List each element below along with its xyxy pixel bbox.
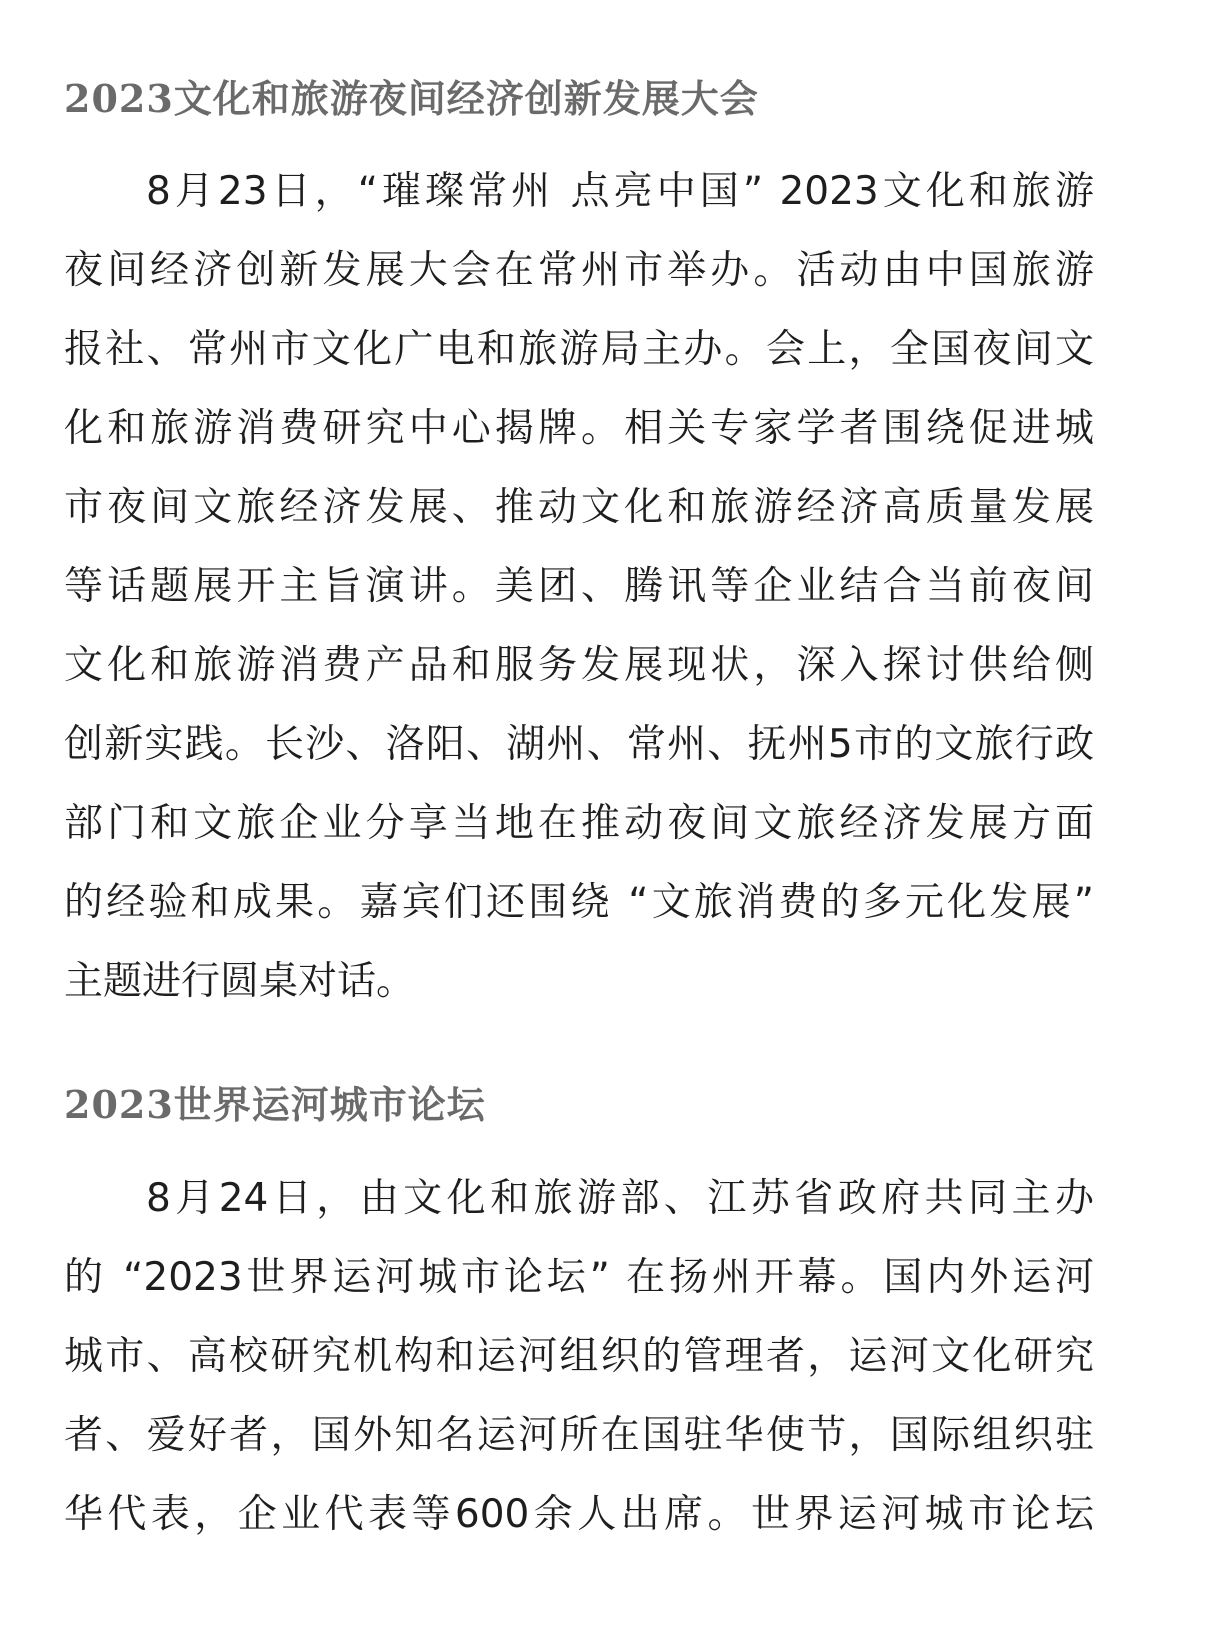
text-line: 城市、高校研究机构和运河组织的管理者，运河文化研究 (64, 1334, 1094, 1379)
text-line: 主题进行圆桌对话。 (64, 959, 416, 1004)
paragraph-night-economy (64, 152, 1094, 1021)
text-line: 文化和旅游消费产品和服务发展现状，深入探讨供给侧 (64, 643, 1094, 688)
text-line: 夜间经济创新发展大会在常州市举办。活动由中国旅游 (64, 248, 1094, 293)
text-line: 市夜间文旅经济发展、推动文化和旅游经济高质量发展 (64, 485, 1094, 530)
text-line: 等话题展开主旨演讲。美团、腾讯等企业结合当前夜间 (64, 564, 1094, 609)
text-line: 8月24日，由文化和旅游部、江苏省政府共同主办 (146, 1176, 1094, 1221)
section-heading-night-economy: 2023文化和旅游夜间经济创新发展大会 (64, 76, 759, 121)
text-line: 创新实践。长沙、洛阳、湖州、常州、抚州5市的文旅行政 (64, 722, 1094, 767)
text-line: 部门和文旅企业分享当地在推动夜间文旅经济发展方面 (64, 801, 1094, 846)
text-line: 化和旅游消费研究中心揭牌。相关专家学者围绕促进城 (64, 406, 1094, 451)
text-line: 的 “2023世界运河城市论坛” 在扬州开幕。国内外运河 (64, 1255, 1094, 1300)
text-line: 报社、常州市文化广电和旅游局主办。会上，全国夜间文 (64, 327, 1094, 372)
text-line: 华代表，企业代表等600余人出席。世界运河城市论坛 (64, 1492, 1094, 1537)
text-line: 者、爱好者，国外知名运河所在国驻华使节，国际组织驻 (64, 1413, 1094, 1458)
text-line: 8月23日，“璀璨常州 点亮中国” 2023文化和旅游 (146, 169, 1094, 214)
text-line: 的经验和成果。嘉宾们还围绕 “文旅消费的多元化发展” (64, 880, 1094, 925)
paragraph-canal-forum (64, 1159, 1094, 1554)
section-heading-canal-forum: 2023世界运河城市论坛 (64, 1082, 486, 1127)
